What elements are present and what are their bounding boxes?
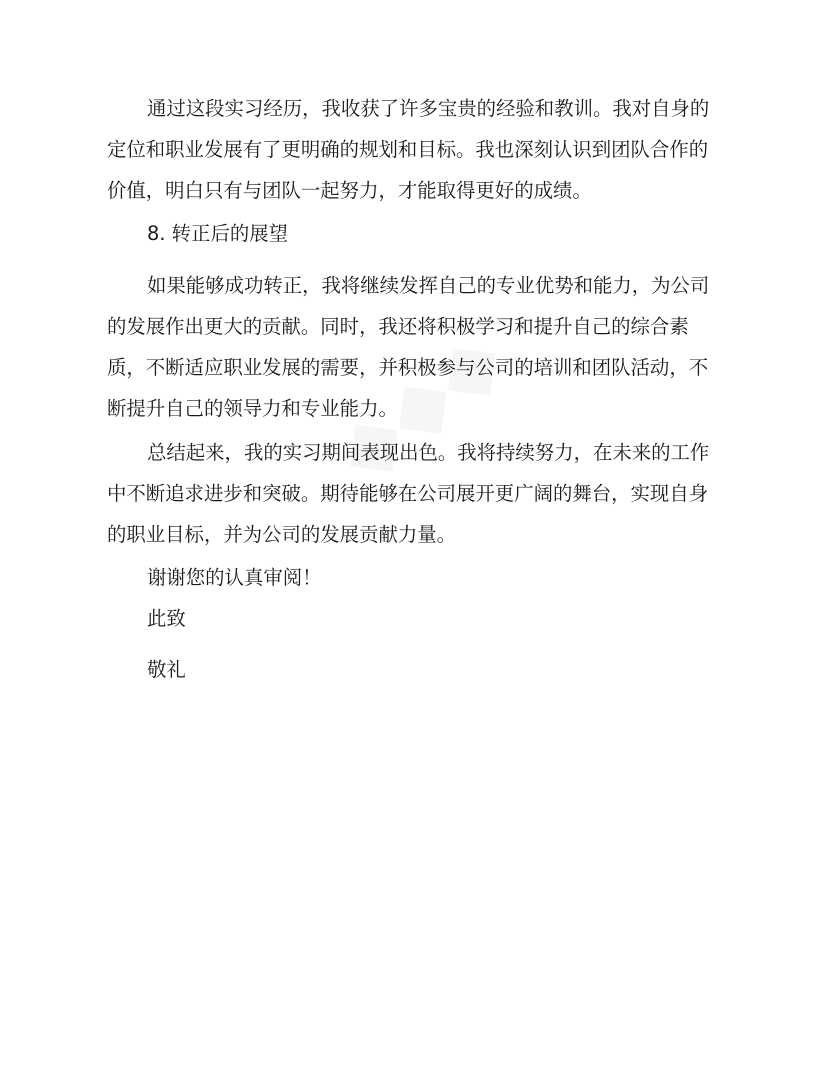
- closing-line-1: 此致: [147, 607, 186, 630]
- paragraph-internship-reflection: 通过这段实习经历，我收获了许多宝贵的经验和教训。我对自身的定位和职业发展有了更明确的规划和目标。我也深刻认识到团队合作的价值，明白只有与团队一起努力，才能取得更好的成绩。: [107, 97, 710, 202]
- closing-line-2: 敬礼: [147, 658, 186, 681]
- paragraph-summary: 总结起来，我的实习期间表现出色。我将持续努力，在未来的工作中不断追求进步和突破。期待能够在公司展开更广阔的舞台，实现自身的职业目标，并为公司的发展贡献力量。: [107, 441, 710, 546]
- thanks-line: 谢谢您的认真审阅！: [147, 566, 322, 589]
- section-heading-8: 8. 转正后的展望: [147, 222, 289, 245]
- paragraph-outlook: 如果能够成功转正，我将继续发挥自己的专业优势和能力，为公司的发展作出更大的贡献。同时，我还将积极学习和提升自己的综合素质，不断适应职业发展的需要，并积极参与公司的培训和团队活动，不断提升自己的领导力和专业能力。: [107, 274, 710, 420]
